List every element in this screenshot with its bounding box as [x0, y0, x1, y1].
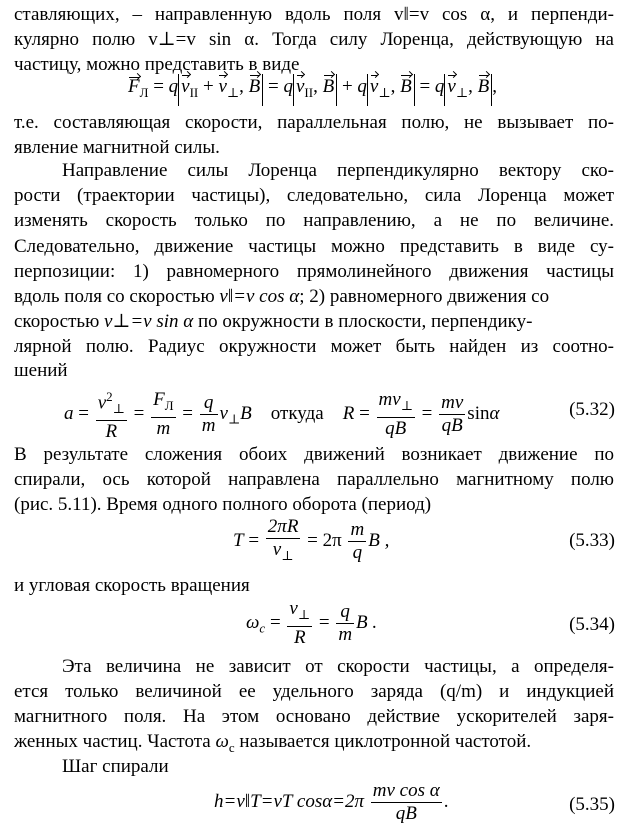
eq-symbol: F	[128, 76, 140, 97]
eq-symbol: q	[434, 76, 445, 97]
text-line: Эта величина не зависит от скорости частицы, а определя-	[62, 656, 614, 677]
eq-sub: ⊥	[112, 401, 125, 417]
equation-5-33: T = $\frac{2\pi R}{v_\perp}$ = 2π $\frac{m}{q}$ B ,	[233, 516, 389, 567]
text-span: по окружности в плоскости, перпендику-	[193, 311, 533, 332]
eq-sub: Л	[164, 397, 174, 413]
eq-symbol: =	[78, 402, 89, 424]
text-line: ется только величиной ее удельного заряда (q/m) и индукцией	[14, 681, 614, 702]
text-span: женных частиц. Частота	[14, 731, 216, 752]
text-line: и угловая скорость вращения	[14, 575, 250, 596]
text-line: кулярно полю v⊥=v sin α. Тогда силу Лоренца, действующую на	[14, 29, 614, 50]
eq-symbol: R	[342, 402, 355, 424]
eq-symbol: q	[168, 76, 179, 97]
text-line	[14, 286, 614, 308]
eq-sub: II	[304, 84, 314, 100]
equation-5-32: a = $\frac{v^2_\perp}{R}$ = $\frac{F_Л}{m}$ = $\frac{q}{m}$ $v_\perp B$ откуда R = $\frac{mv_\perp}{qB}$ = $\frac{mv}{qB}$ sinα	[64, 386, 499, 443]
inline-formula: v‖=v cos α	[219, 286, 300, 307]
eq-symbol: v	[296, 74, 304, 100]
eq-symbol: R	[105, 421, 118, 443]
fraction	[336, 601, 354, 646]
eq-sub: ⊥	[226, 84, 240, 100]
text-span: скоростью	[14, 311, 105, 332]
eq-symbol: v	[370, 74, 378, 100]
inline-formula: ω	[215, 731, 229, 752]
text-line: спирали, ось которой направлена параллельно магнитному полю	[14, 469, 614, 490]
text-line: т.е. составляющая скорости, параллельная полю, не вызывает по-	[14, 112, 614, 133]
eq-symbol: mv	[378, 389, 401, 411]
eq-symbol: m	[338, 623, 353, 645]
eq-symbol: mv	[441, 392, 464, 414]
eq-sub: ⊥	[378, 84, 391, 100]
text-line	[14, 311, 614, 333]
eq-symbol: B	[240, 402, 252, 424]
eq-symbol: B	[400, 74, 412, 100]
eq-symbol: .	[443, 790, 449, 812]
text-line: ставляющих, – направленную вдоль поля v‖=v cos α, и перпенди-	[14, 4, 614, 25]
inline-formula: v⊥=v sin α	[104, 311, 194, 332]
eq-symbol: q	[352, 541, 363, 563]
text-span: вдоль поля со скоростью	[14, 286, 220, 307]
fraction	[151, 389, 175, 440]
text-line: Направление силы Лоренца перпендикулярно вектору ско-	[62, 160, 614, 181]
eq-symbol: qB	[385, 417, 407, 439]
eq-symbol: v	[181, 74, 189, 100]
fraction: $\frac{2\pi R}{v_\perp}$	[267, 516, 299, 563]
eq-symbol: v	[447, 74, 455, 100]
equation-number: (5.32)	[569, 399, 615, 420]
text-line: В результате сложения обоих движений возникает движение по	[14, 444, 614, 465]
eq-symbol: q	[336, 601, 354, 624]
eq-symbol: q	[357, 76, 367, 97]
eq-symbol: a	[64, 402, 74, 424]
eq-symbol: v	[218, 74, 226, 100]
text-line: рости (траектории частицы), следовательно, сила Лоренца может	[14, 185, 614, 206]
eq-symbol: q	[283, 76, 293, 97]
eq-symbol: v	[219, 402, 228, 424]
equation-5-35	[214, 780, 449, 825]
fraction	[96, 386, 127, 443]
eq-sub: c	[259, 620, 266, 636]
text-line: Следовательно, движение частицы можно представить в виде су-	[14, 236, 614, 257]
fraction	[439, 392, 465, 437]
eq-symbol: = 2π	[307, 529, 342, 551]
eq-symbol: R	[293, 626, 306, 648]
text-line: магнитного поля. На этом основано действие ускорителей заря-	[14, 706, 614, 727]
eq-sub: ⊥	[400, 397, 413, 413]
text-line: (рис. 5.11). Время одного полного оборота (период)	[14, 494, 432, 515]
fraction	[200, 392, 218, 437]
eq-symbol: sin	[467, 402, 490, 424]
inline-sub: c	[228, 739, 235, 755]
eq-symbol: m	[201, 415, 216, 437]
eq-symbol: m	[350, 518, 365, 540]
eq-symbol: α	[489, 402, 500, 424]
eq-sub: ⊥	[455, 84, 469, 100]
text-line: частицу, можно представить в виде	[14, 54, 300, 75]
eq-symbol: mv cos α	[372, 780, 440, 801]
eq-symbol: F	[153, 389, 165, 411]
eq-symbol: B	[249, 74, 261, 100]
eq-sub: ⊥	[227, 411, 241, 427]
eq-symbol: qB	[441, 415, 463, 437]
text-line	[14, 731, 614, 759]
text-line: шений	[14, 360, 68, 381]
equation-5-34: $\omega_c$ = $\frac{v_\perp}{R}$ = $\frac{q}{m}$ B .	[246, 598, 378, 648]
eq-symbol: m	[156, 417, 171, 439]
eq-symbol: 2πR	[267, 516, 299, 537]
eq-word: откуда	[270, 402, 324, 424]
eq-symbol: B	[323, 74, 335, 100]
equation-number: (5.34)	[569, 614, 615, 635]
text-line: перпозиции: 1) равномерного прямолинейного движения частицы	[14, 261, 614, 282]
fraction	[371, 780, 442, 825]
eq-symbol: v	[272, 539, 282, 560]
eq-symbol: q	[200, 392, 218, 415]
text-line: Шаг спирали	[62, 756, 169, 777]
eq-sup: 2	[106, 389, 113, 404]
eq-symbol: h=v‖T=vT cosα=2π	[214, 790, 365, 812]
equation-number: (5.33)	[569, 530, 615, 551]
text-line: лярной полю. Радиус окружности может быть найден из соотно-	[14, 336, 614, 357]
eq-symbol: B	[478, 74, 490, 100]
eq-symbol: v	[97, 392, 107, 414]
lorentz-force-equation: $F_Л = q$ $v_{II} + v_\perp$, B = q $v_{II}$, B + q $v_\perp$, B = q $v_\perp$, B ,	[128, 74, 497, 106]
fraction	[348, 519, 366, 564]
eq-sub: Л	[139, 84, 149, 100]
eq-symbol: qB	[395, 803, 417, 824]
text-line: явление магнитной силы.	[14, 137, 220, 158]
fraction	[377, 389, 415, 440]
text-line: изменять скорость только по направлению, а не по величине.	[14, 210, 614, 231]
eq-sub: II	[189, 84, 199, 100]
eq-symbol: B .	[356, 611, 378, 633]
text-span: ; 2) равномерного движения со	[299, 286, 550, 307]
fraction: $\frac{v_\perp}{R}$	[289, 598, 311, 648]
eq-symbol: T	[233, 529, 244, 551]
equation-number: (5.35)	[569, 794, 615, 815]
eq-symbol: ω	[246, 611, 260, 633]
eq-symbol: B ,	[368, 529, 390, 551]
eq-symbol: v	[289, 598, 298, 619]
text-span: называется циклотронной частотой.	[234, 731, 532, 752]
